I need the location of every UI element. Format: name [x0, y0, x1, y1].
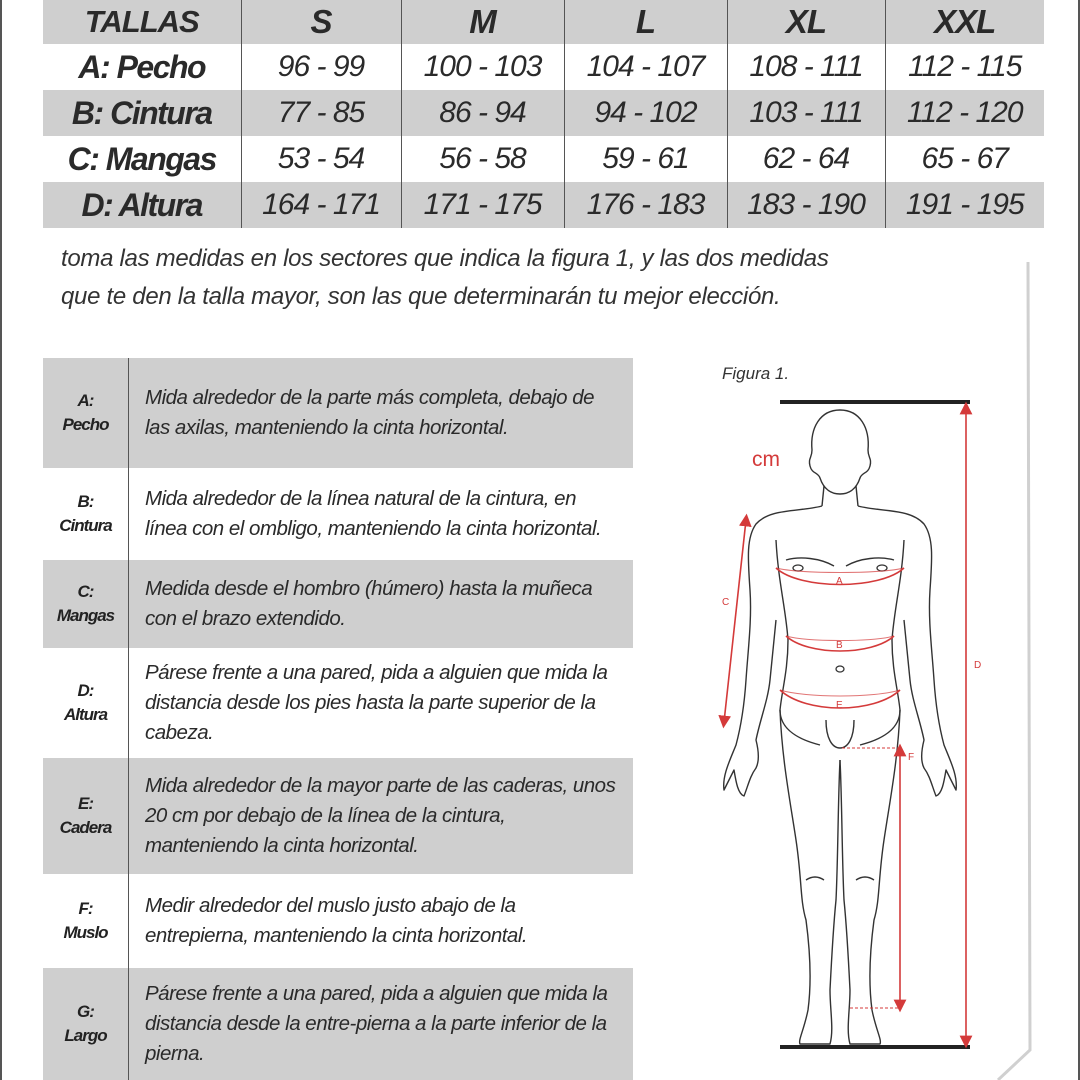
- size-cell: 176 - 183: [564, 182, 727, 228]
- size-cell: 59 - 61: [564, 136, 727, 182]
- size-cell: 65 - 67: [885, 136, 1044, 182]
- desc-key-word: Cintura: [59, 516, 112, 535]
- desc-key-word: Muslo: [63, 923, 108, 942]
- desc-text: Medir alrededor del muslo justo abajo de la entrepierna, manteniendo la cinta horizontal.: [145, 894, 528, 947]
- desc-text: Párese frente a una pared, pida a alguien que mida la distancia desde los pies hasta la parte superior de la cabeza.: [145, 661, 608, 744]
- note-line-2: que te den la talla mayor, son las que determinarán tu mejor elección.: [61, 283, 781, 310]
- unit-label: cm: [752, 448, 780, 471]
- row-label: D: Altura: [43, 182, 241, 228]
- desc-key-letter: G:: [77, 1002, 94, 1021]
- row-label: B: Cintura: [43, 90, 241, 136]
- size-cell: 94 - 102: [564, 90, 727, 136]
- marker-e: E: [836, 700, 843, 711]
- desc-key-word: Cadera: [59, 818, 112, 837]
- desc-key-letter: A:: [77, 391, 94, 410]
- body-outline: [724, 410, 957, 1044]
- size-cell: 112 - 115: [885, 44, 1044, 90]
- desc-key-letter: D:: [77, 681, 94, 700]
- desc-text: Mida alrededor de la mayor parte de las caderas, unos 20 cm por debajo de la línea de la cintura, manteniendo la cinta horizontal.: [145, 774, 616, 857]
- tallas-header: TALLAS: [43, 0, 241, 44]
- desc-key-word: Pecho: [62, 415, 109, 434]
- sleeve-measure-line: [724, 520, 746, 722]
- size-cell: 164 - 171: [241, 182, 401, 228]
- size-cell: 112 - 120: [885, 90, 1044, 136]
- desc-key-letter: B:: [77, 492, 94, 511]
- figure-caption: Figura 1.: [722, 364, 790, 383]
- desc-text: Párese frente a una pared, pida a alguien que mida la distancia desde la entre-pierna a la parte inferior de la pierna.: [145, 982, 608, 1065]
- row-label: C: Mangas: [67, 140, 216, 177]
- size-cell: 100 - 103: [401, 44, 564, 90]
- desc-key-word: Mangas: [56, 606, 115, 625]
- size-cell: 86 - 94: [401, 90, 564, 136]
- size-l-header: L: [564, 0, 727, 44]
- desc-text: Mida alrededor de la línea natural de la cintura, en línea con el ombligo, manteniendo la cinta horizontal.: [145, 487, 602, 540]
- desc-text: Medida desde el hombro (húmero) hasta la muñeca con el brazo extendido.: [145, 577, 593, 630]
- size-xl-header: XL: [727, 0, 885, 44]
- desc-key-letter: E:: [78, 794, 93, 813]
- desc-key-letter: C:: [77, 582, 94, 601]
- body-figure-illustration: [700, 380, 1000, 1060]
- size-cell: 103 - 111: [727, 90, 885, 136]
- desc-key-word: Altura: [63, 705, 108, 724]
- desc-text: Mida alrededor de la parte más completa, debajo de las axilas, manteniendo la cinta horizontal.: [145, 386, 595, 439]
- desc-key-word: Largo: [64, 1026, 107, 1045]
- size-s-header: S: [241, 0, 401, 44]
- size-cell: 191 - 195: [885, 182, 1044, 228]
- marker-a: A: [836, 576, 843, 587]
- size-cell: 104 - 107: [564, 44, 727, 90]
- size-cell: 96 - 99: [241, 44, 401, 90]
- size-cell: 56 - 58: [401, 136, 564, 182]
- size-cell: 183 - 190: [727, 182, 885, 228]
- marker-c: C: [722, 597, 730, 608]
- size-xxl-header: XXL: [885, 0, 1044, 44]
- desc-key-letter: F:: [78, 899, 93, 918]
- size-cell: 77 - 85: [241, 90, 401, 136]
- size-cell: 62 - 64: [727, 136, 885, 182]
- note-line-1: toma las medidas en los sectores que indica la figura 1, y las dos medidas: [61, 245, 829, 272]
- size-m-header: M: [401, 0, 564, 44]
- row-label: A: Pecho: [78, 48, 206, 85]
- size-cell: 171 - 175: [401, 182, 564, 228]
- marker-f: F: [908, 752, 915, 763]
- marker-b: B: [836, 640, 843, 651]
- size-cell: 108 - 111: [727, 44, 885, 90]
- marker-d: D: [974, 660, 982, 671]
- size-cell: 53 - 54: [241, 136, 401, 182]
